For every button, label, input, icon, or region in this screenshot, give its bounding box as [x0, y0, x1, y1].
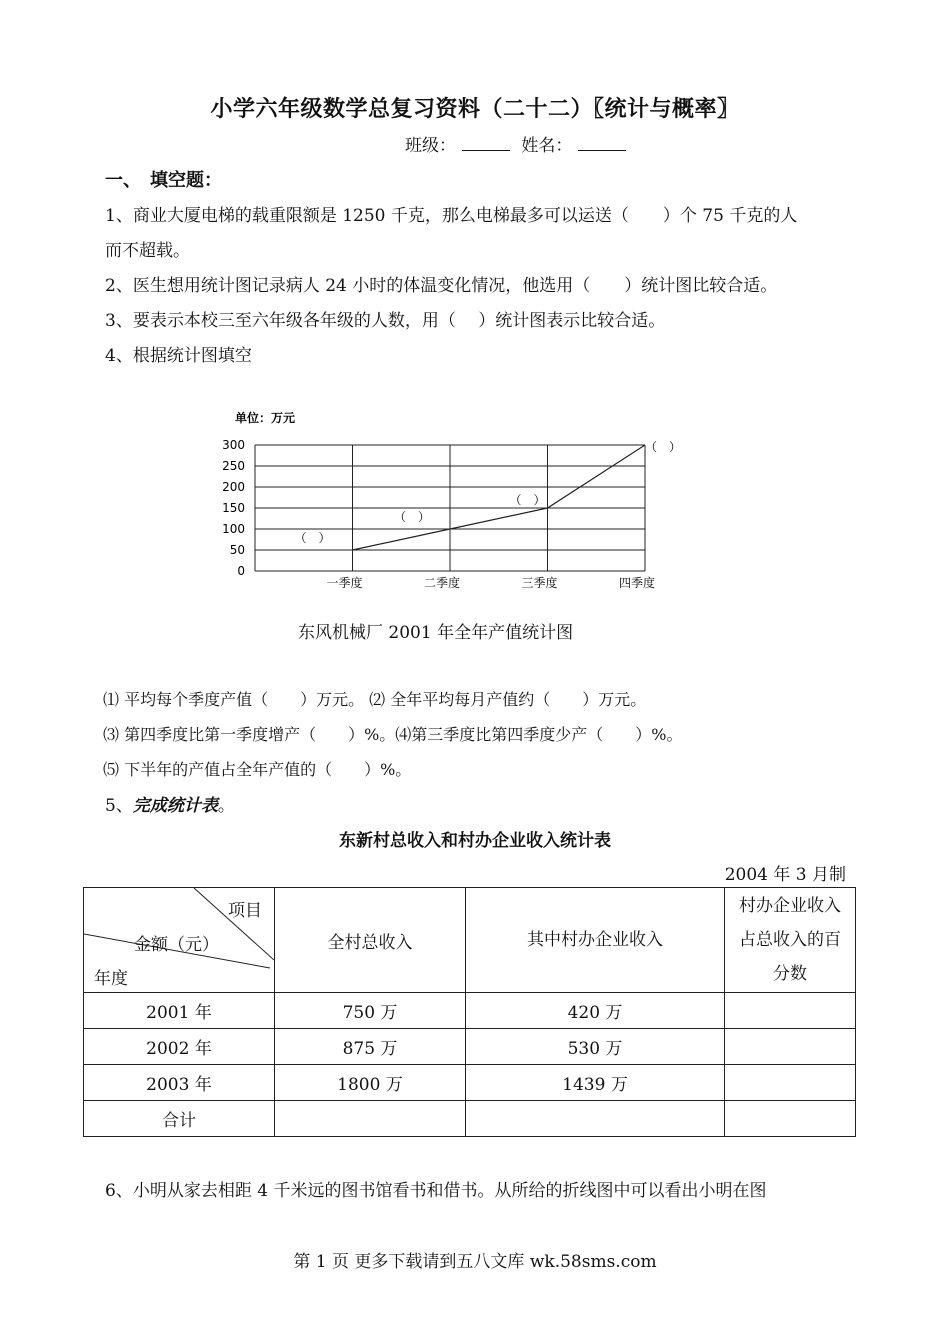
row-total: 750 万	[275, 993, 466, 1029]
x-tick-label: 三季度	[521, 576, 558, 590]
page-footer: 第 1 页 更多下载请到五八文库 wk.58sms.com	[293, 1252, 657, 1272]
production-line-chart	[215, 400, 695, 600]
question-5	[105, 791, 235, 816]
subquestion-line-3: ⑸ 下半年的产值占全年产值的（ ）%。	[103, 760, 412, 779]
chart-series-line	[353, 445, 646, 550]
row-total: 875 万	[275, 1029, 466, 1065]
point-answer-blank: （ ）	[644, 440, 682, 454]
y-tick-label: 200	[222, 480, 245, 494]
table-row	[84, 1029, 856, 1065]
row-percent-blank[interactable]	[725, 1029, 856, 1065]
question-5-emphasis: 完成统计表	[132, 796, 218, 816]
row-percent-blank[interactable]	[725, 993, 856, 1029]
table-row	[84, 1065, 856, 1101]
row-enterprise: 530 万	[466, 1029, 725, 1065]
section-title: 一、 填空题：	[105, 170, 222, 191]
table-date: 2004 年 3 月制	[724, 865, 846, 885]
y-tick-label: 150	[222, 501, 245, 515]
y-tick-label: 300	[222, 438, 245, 452]
page-title: 小学六年级数学总复习资料（二十二）〖统计与概率〗	[210, 97, 740, 122]
subquestion-line-2: ⑶ 第四季度比第一季度增产（ ）%。⑷第三季度比第四季度少产（ ）%。	[103, 725, 683, 744]
question-3: 3、要表示本校三至六年级各年级的人数，用（ ）统计图表示比较合适。	[105, 311, 666, 331]
row-total-blank[interactable]	[275, 1101, 466, 1137]
row-enterprise: 1439 万	[466, 1065, 725, 1101]
question-1-line-2: 而不超载。	[105, 241, 190, 261]
student-info-line	[405, 131, 632, 156]
x-tick-label: 四季度	[618, 576, 656, 590]
row-year: 2002 年	[84, 1029, 275, 1065]
class-label: 班级：	[405, 136, 456, 156]
row-year: 2003 年	[84, 1065, 275, 1101]
corner-year-label: 年度	[94, 969, 128, 989]
chart-caption: 东风机械厂 2001 年全年产值统计图	[298, 623, 574, 643]
question-4: 4、根据统计图填空	[105, 346, 252, 366]
table-title: 东新村总收入和村办企业收入统计表	[339, 831, 611, 851]
row-percent-blank[interactable]	[725, 1065, 856, 1101]
point-answer-blank: （ ）	[509, 493, 546, 507]
table-header-row	[84, 888, 856, 993]
corner-item-label: 项目	[228, 901, 262, 921]
point-answer-blank: （ ）	[393, 510, 431, 524]
chart-grid	[255, 445, 645, 571]
row-total: 1800 万	[275, 1065, 466, 1101]
question-6: 6、小明从家去相距 4 千米远的图书馆看书和借书。从所给的折线图中可以看出小明在图	[105, 1181, 767, 1201]
class-blank[interactable]	[462, 136, 510, 151]
corner-cell	[84, 888, 275, 993]
y-tick-label: 50	[229, 543, 245, 557]
chart-x-ticks	[326, 575, 655, 590]
y-tick-label: 100	[222, 522, 245, 536]
y-tick-label: 250	[222, 459, 245, 473]
chart-unit-label: 单位：万元	[235, 411, 296, 425]
question-2: 2、医生想用统计图记录病人 24 小时的体温变化情况，他选用（ ）统计图比较合适。	[105, 276, 778, 296]
y-tick-label: 0	[237, 564, 245, 578]
row-enterprise: 420 万	[466, 993, 725, 1029]
table-row-total	[84, 1101, 856, 1137]
name-blank[interactable]	[578, 136, 626, 151]
header-enterprise-income: 其中村办企业收入	[466, 888, 725, 993]
table-row	[84, 993, 856, 1029]
header-enterprise-percent: 村办企业收入占总收入的百分数	[725, 888, 856, 993]
header-total-income: 全村总收入	[275, 888, 466, 993]
corner-amount-label: 金额（元）	[134, 935, 219, 955]
row-year: 合计	[84, 1101, 275, 1137]
row-percent-blank[interactable]	[725, 1101, 856, 1137]
question-5-prefix: 5、	[105, 796, 133, 816]
point-answer-blank: （ ）	[294, 531, 331, 545]
x-tick-label: 一季度	[326, 576, 363, 590]
row-enterprise-blank[interactable]	[466, 1101, 725, 1137]
question-5-suffix: 。	[217, 796, 235, 816]
income-statistics-table	[83, 887, 856, 1137]
chart-y-ticks	[222, 438, 245, 578]
subquestion-line-1: ⑴ 平均每个季度产值（ ）万元。 ⑵ 全年平均每月产值约（ ）万元。	[103, 690, 647, 709]
x-tick-label: 二季度	[423, 576, 461, 590]
question-1-line-1: 1、商业大厦电梯的载重限额是 1250 千克，那么电梯最多可以运送（ ）个 75 千克的人	[105, 206, 798, 226]
row-year: 2001 年	[84, 993, 275, 1029]
name-label: 姓名：	[521, 136, 573, 156]
